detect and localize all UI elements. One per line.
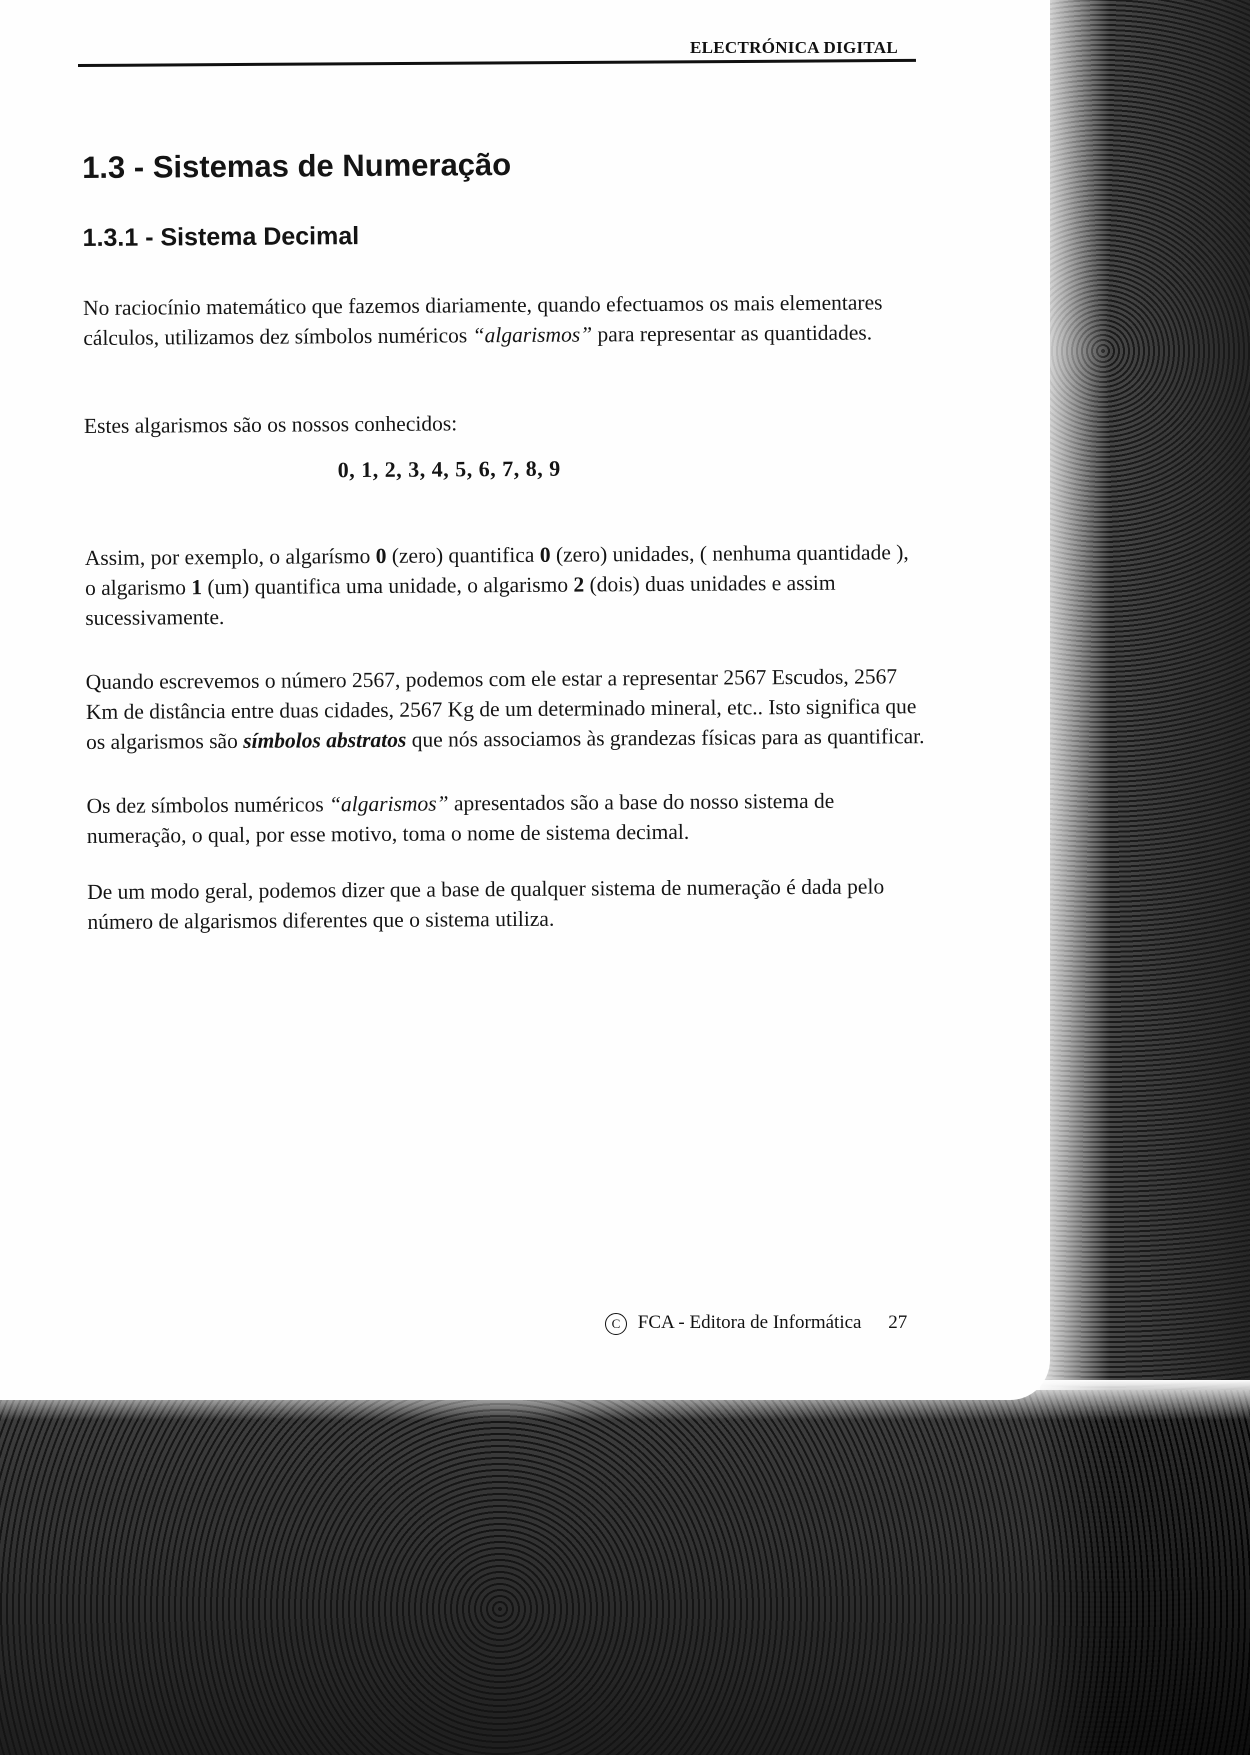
page-number: 27 <box>888 1312 908 1333</box>
section-title: 1.3 - Sistemas de Numeração <box>82 147 512 185</box>
paragraph-3 <box>85 537 926 633</box>
paragraph-3-text-c: (zero) quantifica <box>386 542 540 568</box>
paragraph-1 <box>83 287 923 353</box>
paragraph-2: Estes algarismos são os nossos conhecidos: <box>83 411 458 438</box>
scan-shadow-bottom <box>0 1390 1250 1755</box>
paragraph-1-emphasis: “algarismos” <box>472 322 593 348</box>
running-header: ELECTRÓNICA DIGITAL <box>690 38 899 57</box>
paragraph-5-emphasis: “algarismos” <box>328 791 449 817</box>
paragraph-3-text-f: (dois) duas unidades e assim sucessivamente. <box>85 570 836 630</box>
paragraph-1-text-b: para representar as quantidades. <box>592 320 873 347</box>
paragraph-5-text-b: apresentados são a base do nosso sistema de numeração, o qual, por esse motivo, toma o nome de sistema decimal. <box>86 788 835 848</box>
paragraph-3-bold-4: 2 <box>573 572 585 597</box>
paragraph-3-text-d: (zero) unidades, ( nenhuma quantidade ), o algarismo <box>84 540 909 600</box>
paragraph-1-text-a: No raciocínio matemático que fazemos diariamente, quando efectuamos os mais elementares cálculos, utilizamos dez símbolos numéricos <box>83 290 883 350</box>
page-content <box>82 144 927 937</box>
paragraph-4-text-a: Quando escrevemos o número 2567, podemos com ele estar a representar 2567 Escudos, 2567 Km de distância entre duas cidades, 2567 Kg de um determinado mineral, etc.. Isto significa que os algarismos são <box>85 664 917 754</box>
paragraph-3-text-a: Assim, por exemplo, o algarísmo <box>84 543 376 570</box>
subsection-title: 1.3.1 - Sistema Decimal <box>82 222 360 252</box>
paragraph-5 <box>86 785 926 851</box>
digits-list: 0, 1, 2, 3, 4, 5, 6, 7, 8, 9 <box>337 455 561 483</box>
paragraph-4-emphasis: símbolos abstratos <box>243 727 407 753</box>
paragraph-5-text-a: Os dez símbolos numéricos <box>86 792 330 818</box>
paragraph-3-bold-2: 0 <box>539 542 551 567</box>
copyright-icon: C <box>605 1313 627 1335</box>
paragraph-3-bold-3: 1 <box>191 575 203 600</box>
header-rule <box>78 59 916 67</box>
paragraph-3-bold-1: 0 <box>375 543 387 568</box>
paragraph-4 <box>86 661 927 757</box>
paragraph-4-text-b: que nós associamos às grandezas físicas para as quantificar. <box>406 724 925 752</box>
paragraph-6: De um modo geral, podemos dizer que a base de qualquer sistema de numeração é dada pelo número de algarismos diferentes que o sistema utiliza. <box>87 874 885 934</box>
publisher-name: FCA - Editora de Informática <box>637 1312 862 1333</box>
page-footer <box>605 1312 907 1335</box>
paragraph-3-text-e: (um) quantifica uma unidade, o algarismo <box>202 572 574 600</box>
